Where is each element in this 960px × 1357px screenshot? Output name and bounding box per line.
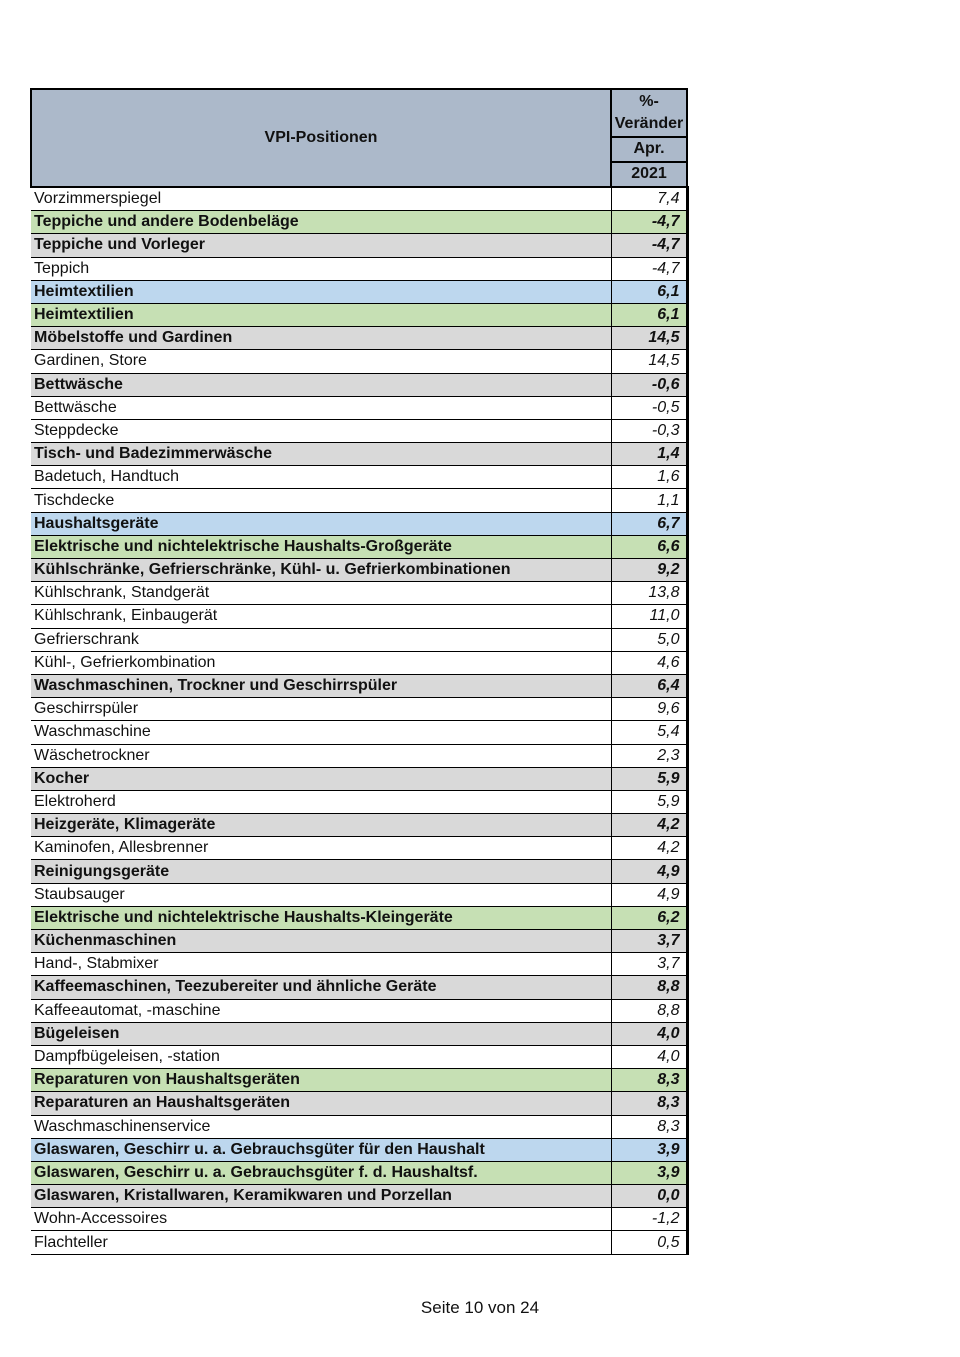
table-row	[31, 303, 687, 326]
vpi-table	[30, 88, 689, 1255]
row-value: 2,3	[611, 744, 687, 767]
table-row	[31, 327, 687, 350]
table-row	[31, 257, 687, 280]
row-value: 5,4	[611, 721, 687, 744]
row-value: 4,2	[611, 837, 687, 860]
row-label: Kaffeeautomat, -maschine	[31, 999, 611, 1022]
table-row	[31, 1115, 687, 1138]
row-value: 4,0	[611, 1022, 687, 1045]
table-row	[31, 790, 687, 813]
row-label: Gardinen, Store	[31, 350, 611, 373]
page-footer: Seite 10 von 24	[420, 1298, 540, 1317]
row-label: Teppich	[31, 257, 611, 280]
table-row	[31, 906, 687, 929]
row-value: 1,1	[611, 489, 687, 512]
row-label: Gefrierschrank	[31, 628, 611, 651]
header-month: Apr.	[611, 137, 687, 162]
table-row	[31, 350, 687, 373]
row-value: 5,9	[611, 790, 687, 813]
row-label: Hand-, Stabmixer	[31, 953, 611, 976]
vpi-table-container	[30, 88, 686, 1255]
row-label: Kaffeemaschinen, Teezubereiter und ähnliche Geräte	[31, 976, 611, 999]
table-row	[31, 837, 687, 860]
row-label: Heimtextilien	[31, 303, 611, 326]
row-label: Waschmaschinenservice	[31, 1115, 611, 1138]
row-value: 8,3	[611, 1092, 687, 1115]
table-row	[31, 582, 687, 605]
row-value: 14,5	[611, 350, 687, 373]
row-value: 5,0	[611, 628, 687, 651]
table-row	[31, 999, 687, 1022]
row-label: Staubsauger	[31, 883, 611, 906]
header-title: VPI-Positionen	[31, 89, 611, 187]
row-value: 8,3	[611, 1115, 687, 1138]
row-label: Vorzimmerspiegel	[31, 187, 611, 211]
row-label: Tisch- und Badezimmerwäsche	[31, 443, 611, 466]
row-label: Dampfbügeleisen, -station	[31, 1045, 611, 1068]
table-row	[31, 466, 687, 489]
row-value: -4,7	[611, 257, 687, 280]
row-label: Küchenmaschinen	[31, 930, 611, 953]
row-value: -0,6	[611, 373, 687, 396]
row-label: Reparaturen von Haushaltsgeräten	[31, 1069, 611, 1092]
header-year: 2021	[611, 162, 687, 187]
row-value: 1,6	[611, 466, 687, 489]
row-label: Glaswaren, Geschirr u. a. Gebrauchsgüter für den Haushalt	[31, 1138, 611, 1161]
table-row	[31, 373, 687, 396]
row-label: Wäschetrockner	[31, 744, 611, 767]
table-row	[31, 280, 687, 303]
row-value: 9,2	[611, 559, 687, 582]
table-row	[31, 930, 687, 953]
row-value: 4,9	[611, 883, 687, 906]
table-row	[31, 419, 687, 442]
row-value: 6,6	[611, 535, 687, 558]
row-value: -0,3	[611, 419, 687, 442]
row-value: 0,5	[611, 1231, 687, 1254]
table-row	[31, 187, 687, 211]
row-label: Glaswaren, Kristallwaren, Keramikwaren und Porzellan	[31, 1185, 611, 1208]
row-value: 6,1	[611, 280, 687, 303]
row-value: -1,2	[611, 1208, 687, 1231]
table-row	[31, 1022, 687, 1045]
row-value: -4,7	[611, 234, 687, 257]
row-label: Kühlschränke, Gefrierschränke, Kühl- u. Gefrierkombinationen	[31, 559, 611, 582]
table-row	[31, 628, 687, 651]
row-label: Waschmaschine	[31, 721, 611, 744]
row-label: Kocher	[31, 767, 611, 790]
table-row	[31, 698, 687, 721]
table-row	[31, 1185, 687, 1208]
row-label: Geschirrspüler	[31, 698, 611, 721]
row-value: 7,4	[611, 187, 687, 211]
row-value: 5,9	[611, 767, 687, 790]
row-value: 3,7	[611, 930, 687, 953]
table-row	[31, 559, 687, 582]
row-label: Tischdecke	[31, 489, 611, 512]
header-change-line2: Veränder	[614, 114, 684, 132]
row-value: 6,4	[611, 674, 687, 697]
row-value: -4,7	[611, 211, 687, 234]
table-row	[31, 1069, 687, 1092]
table-row	[31, 1092, 687, 1115]
row-label: Kühlschrank, Standgerät	[31, 582, 611, 605]
row-value: 9,6	[611, 698, 687, 721]
row-value: 8,8	[611, 976, 687, 999]
row-label: Waschmaschinen, Trockner und Geschirrspüler	[31, 674, 611, 697]
row-value: 4,2	[611, 814, 687, 837]
row-label: Bügeleisen	[31, 1022, 611, 1045]
row-label: Kaminofen, Allesbrenner	[31, 837, 611, 860]
row-value: 8,3	[611, 1069, 687, 1092]
row-value: 4,0	[611, 1045, 687, 1068]
row-value: 14,5	[611, 327, 687, 350]
table-row	[31, 605, 687, 628]
row-label: Heizgeräte, Klimageräte	[31, 814, 611, 837]
table-row	[31, 1045, 687, 1068]
row-label: Badetuch, Handtuch	[31, 466, 611, 489]
table-row	[31, 512, 687, 535]
table-row	[31, 883, 687, 906]
row-label: Elektroherd	[31, 790, 611, 813]
row-value: 6,1	[611, 303, 687, 326]
row-value: 13,8	[611, 582, 687, 605]
table-row	[31, 721, 687, 744]
row-label: Teppiche und andere Bodenbeläge	[31, 211, 611, 234]
row-value: 6,2	[611, 906, 687, 929]
row-value: 3,7	[611, 953, 687, 976]
table-row	[31, 674, 687, 697]
row-label: Elektrische und nichtelektrische Haushalts-Kleingeräte	[31, 906, 611, 929]
header-change-line1: %-	[639, 92, 659, 110]
table-row	[31, 814, 687, 837]
row-label: Bettwäsche	[31, 373, 611, 396]
table-row	[31, 953, 687, 976]
table-row	[31, 744, 687, 767]
row-label: Elektrische und nichtelektrische Haushalts-Großgeräte	[31, 535, 611, 558]
table-row	[31, 976, 687, 999]
header-change-label	[611, 89, 687, 137]
table-row	[31, 1138, 687, 1161]
table-row	[31, 767, 687, 790]
row-label: Kühl-, Gefrierkombination	[31, 651, 611, 674]
row-value: 3,9	[611, 1161, 687, 1184]
row-label: Glaswaren, Geschirr u. a. Gebrauchsgüter f. d. Haushaltsf.	[31, 1161, 611, 1184]
table-row	[31, 535, 687, 558]
table-row	[31, 211, 687, 234]
row-value: 1,4	[611, 443, 687, 466]
row-value: 0,0	[611, 1185, 687, 1208]
row-label: Teppiche und Vorleger	[31, 234, 611, 257]
row-value: 8,8	[611, 999, 687, 1022]
row-label: Möbelstoffe und Gardinen	[31, 327, 611, 350]
row-label: Kühlschrank, Einbaugerät	[31, 605, 611, 628]
row-value: 11,0	[611, 605, 687, 628]
row-value: 4,9	[611, 860, 687, 883]
table-row	[31, 234, 687, 257]
table-header	[31, 89, 687, 187]
table-row	[31, 860, 687, 883]
table-body	[31, 187, 687, 1254]
row-label: Flachteller	[31, 1231, 611, 1254]
table-row	[31, 651, 687, 674]
table-row	[31, 396, 687, 419]
row-label: Reinigungsgeräte	[31, 860, 611, 883]
table-row	[31, 489, 687, 512]
row-label: Reparaturen an Haushaltsgeräten	[31, 1092, 611, 1115]
row-value: 6,7	[611, 512, 687, 535]
row-label: Haushaltsgeräte	[31, 512, 611, 535]
table-row	[31, 1208, 687, 1231]
row-label: Wohn-Accessoires	[31, 1208, 611, 1231]
row-label: Heimtextilien	[31, 280, 611, 303]
row-value: 3,9	[611, 1138, 687, 1161]
table-row	[31, 1161, 687, 1184]
table-row	[31, 1231, 687, 1254]
row-value: -0,5	[611, 396, 687, 419]
row-label: Bettwäsche	[31, 396, 611, 419]
table-row	[31, 443, 687, 466]
row-label: Steppdecke	[31, 419, 611, 442]
row-value: 4,6	[611, 651, 687, 674]
